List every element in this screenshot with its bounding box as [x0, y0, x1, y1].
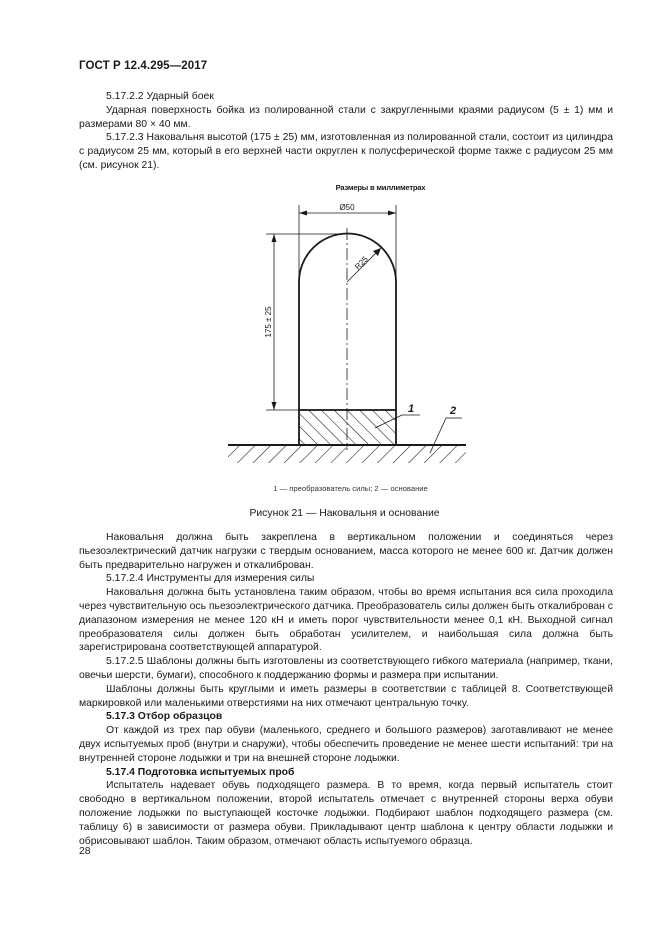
paragraph-5-17-2-2: 5.17.2.2 Ударный боек	[106, 91, 214, 102]
heading-5-17-3: 5.17.3 Отбор образцов	[106, 711, 223, 723]
document-header-title: ГОСТ Р 12.4.295—2017	[79, 60, 208, 72]
figure-caption: Рисунок 21 — Наковальня и основание	[249, 508, 440, 519]
diameter-arrow-right	[388, 211, 396, 216]
text-block-bottom	[79, 531, 613, 848]
paragraph-anvil-mounting: Наковальня должна быть закреплена в вертикальном положении и соединяться через пьезоэлектрический датчик нагрузки с твердым основанием, масса которого не менее 600 кг. Датчик должен быть предварительно нагружен и откалиброван.	[79, 532, 613, 571]
height-label: 175 ± 25	[264, 306, 273, 338]
paragraph-templates: Шаблоны должны быть круглыми и иметь размеры в соответствии с таблицей 8. Соответствующей маркировкой или маленькими отверстиями на них отмечают центральную точку.	[79, 683, 613, 709]
height-arrow-top	[272, 234, 277, 242]
callout-2-label: 2	[449, 405, 457, 417]
callout-1-label: 1	[407, 403, 415, 415]
paragraph-5-17-2-3: 5.17.2.3 Наковальня высотой (175 ± 25) мм, изготовленная из полированной стали, состоит из цилиндра с радиусом 25 мм, который в его верхней части округлен к полусферической форме также с радиусом 25 мм (см. рисунок 21).	[79, 132, 613, 171]
figure-units-note: Размеры в миллиметрах	[335, 183, 426, 192]
heading-5-17-4: 5.17.4 Подготовка испытуемых проб	[106, 766, 295, 778]
paragraph-sampling: От каждой из трех пар обуви (маленького, среднего и большого размеров) заготавливают не менее двух испытуемых проб (внутри и снаружи), чтобы обеспечить проведение не менее шести испытаний: три на внутренней стороне лодыжки и три на внешней стороне лодыжки.	[79, 725, 613, 764]
base-hatching	[228, 445, 466, 463]
paragraph-striker-surface: Ударная поверхность бойка из полированной стали с закругленными краями радиусом (5 ± 1) мм и размерами 80 × 40 мм.	[79, 104, 613, 130]
anvil-body	[299, 233, 396, 410]
radius-label: R25	[353, 254, 370, 272]
page-number: 28	[79, 846, 91, 857]
diameter-label: Ø50	[339, 203, 355, 212]
figure-legend: 1 — преобразователь силы; 2 — основание	[273, 484, 428, 493]
diameter-arrow-left	[299, 211, 307, 216]
height-arrow-bottom	[272, 402, 277, 410]
paragraph-force-measurement: Наковальня должна быть установлена таким образом, чтобы во время испытания вся сила проходила через чувствительную ось пьезоэлектрического датчика. Преобразователь силы должен быть откалиброван с диапазоном измерения не менее 120 кН и иметь порог чувствительности менее 0,1 кН. Выходной сигнал преобразователя силы должен быть обработан усилителем, и наибольшая сила должна быть зарегистрирована соответствующей аппаратурой.	[79, 587, 613, 654]
force-transducer	[299, 410, 396, 445]
paragraph-specimen-preparation: Испытатель надевает обувь подходящего размера. В то время, когда первый испытатель стоит свободно в вертикальном положении, второй испытатель отмечает с внутренней стороны верха обуви положение лодыжки по выступающей косточке лодыжки. Подбирают шаблон подходящего размера (см. таблицу 6) в зависимости от размера обуви. Прикладывают центр шаблона к центру области лодыжки и обрисовывают шаблон. Таким образом, отмечают область испытуемого образца.	[79, 780, 613, 847]
paragraph-5-17-2-5: 5.17.2.5 Шаблоны должны быть изготовлены из соответствующего гибкого материала (например, ткани, овечьи шерсти, бумаги), способного к поддержанию формы и размера при испытании.	[79, 656, 613, 681]
paragraph-5-17-2-4: 5.17.2.4 Инструменты для измерения силы	[106, 573, 315, 585]
